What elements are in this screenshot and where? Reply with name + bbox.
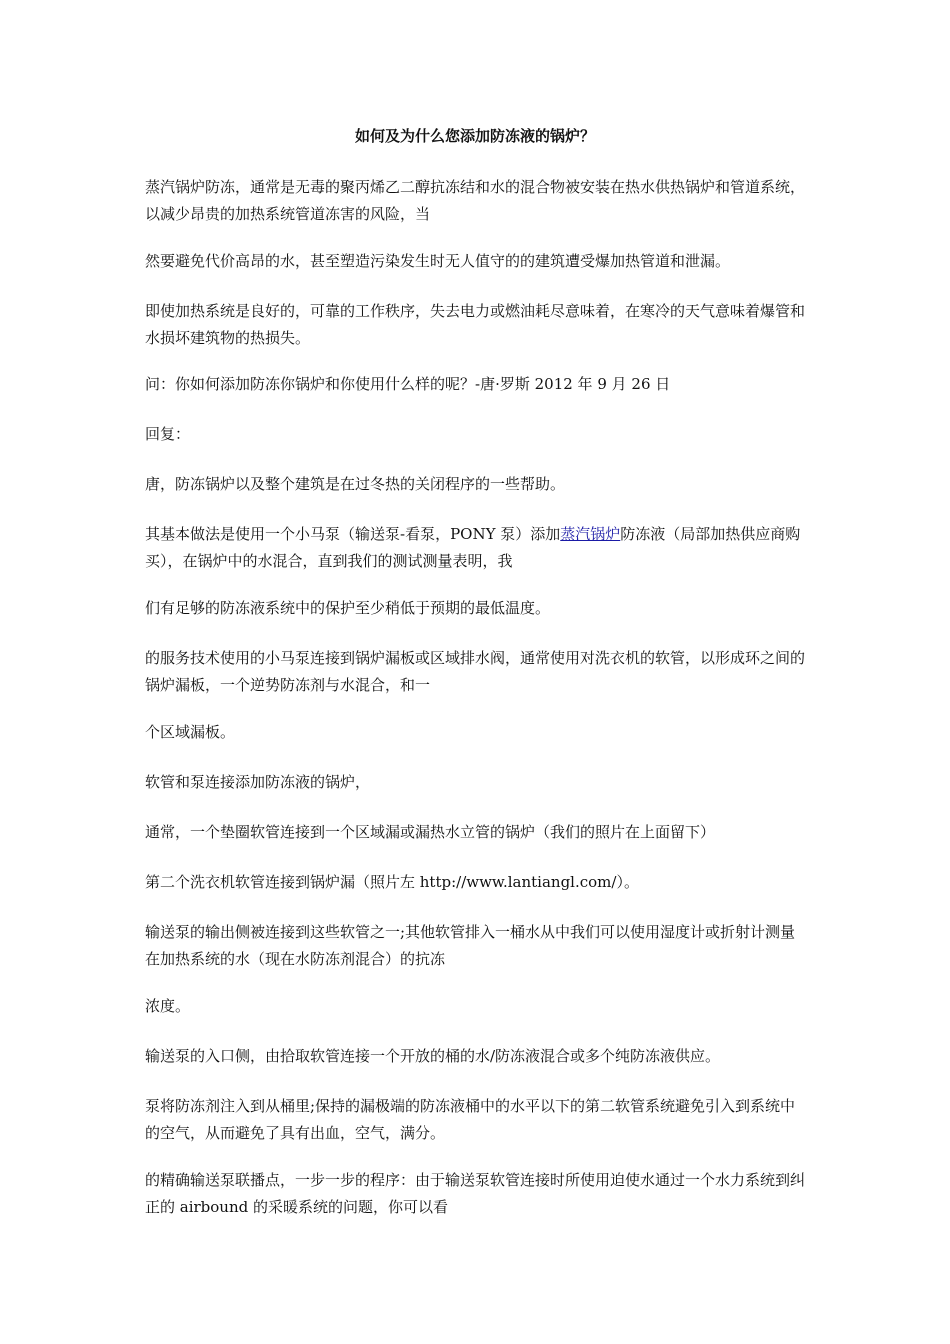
paragraph-4: 问：你如何添加防冻你锅炉和你使用什么样的呢？-唐·罗斯 2012 年 9 月 26 日 <box>145 375 671 393</box>
paragraph-15: 浓度。 <box>145 997 191 1015</box>
paragraph-1: 蒸汽锅炉防冻，通常是无毒的聚丙烯乙二醇抗冻结和水的混合物被安装在热水供热锅炉和管道系统，以减少昂贵的加热系统管道冻害的风险，当 <box>145 178 806 223</box>
paragraph-7-text-start: 其基本做法是使用一个小马泵（输送泵-看泵，PONY 泵）添加 <box>145 525 561 543</box>
paragraph-10: 个区域漏板。 <box>145 723 236 741</box>
paragraph-3: 即使加热系统是良好的，可靠的工作秩序，失去电力或燃油耗尽意味着，在寒冷的天气意味着爆管和水损坏建筑物的热损失。 <box>145 302 806 347</box>
paragraph-6: 唐，防冻锅炉以及整个建筑是在过冬热的关闭程序的一些帮助。 <box>145 475 566 493</box>
paragraph-11: 软管和泵连接添加防冻液的锅炉， <box>145 773 371 791</box>
document-title: 如何及为什么您添加防冻液的锅炉？ <box>354 127 595 145</box>
paragraph-17: 泵将防冻剂注入到从桶里;保持的漏极端的防冻液桶中的水平以下的第二软管系统避免引入到系统中的空气，从而避免了具有出血，空气，满分。 <box>145 1097 796 1142</box>
paragraph-13: 第二个洗衣机软管连接到锅炉漏（照片左 http://www.lantiangl.com/）。 <box>145 873 639 891</box>
paragraph-8: 们有足够的防冻液系统中的保护至少稍低于预期的最低温度。 <box>145 599 551 617</box>
steam-boiler-link[interactable]: 蒸汽锅炉 <box>560 525 621 543</box>
paragraph-5: 回复： <box>145 425 191 443</box>
paragraph-2: 然要避免代价高昂的水，甚至塑造污染发生时无人值守的的建筑遭受爆加热管道和泄漏。 <box>145 252 731 270</box>
paragraph-7 <box>145 521 810 575</box>
paragraph-18: 的精确输送泵联播点，一步一步的程序：由于输送泵软管连接时所使用迫使水通过一个水力系统到纠正的 airbound 的采暖系统的问题，你可以看 <box>145 1171 806 1216</box>
paragraph-12: 通常，一个垫圈软管连接到一个区域漏或漏热水立管的锅炉（我们的照片在上面留下） <box>145 823 716 841</box>
paragraph-14: 输送泵的输出侧被连接到这些软管之一;其他软管排入一桶水从中我们可以使用湿度计或折射计测量在加热系统的水（现在水防冻剂混合）的抗冻 <box>145 923 796 968</box>
paragraph-16: 输送泵的入口侧，由拾取软管连接一个开放的桶的水/防冻液混合或多个纯防冻液供应。 <box>145 1047 721 1065</box>
paragraph-9: 的服务技术使用的小马泵连接到锅炉漏板或区域排水阀，通常使用对洗衣机的软管，以形成环之间的锅炉漏板，一个逆势防冻剂与水混合，和一 <box>145 649 806 694</box>
paragraph-7-text-end: 防冻液（局部加热供应商购买），在锅炉中的水混合，直到我们的测试测量表明，我 <box>145 525 801 570</box>
